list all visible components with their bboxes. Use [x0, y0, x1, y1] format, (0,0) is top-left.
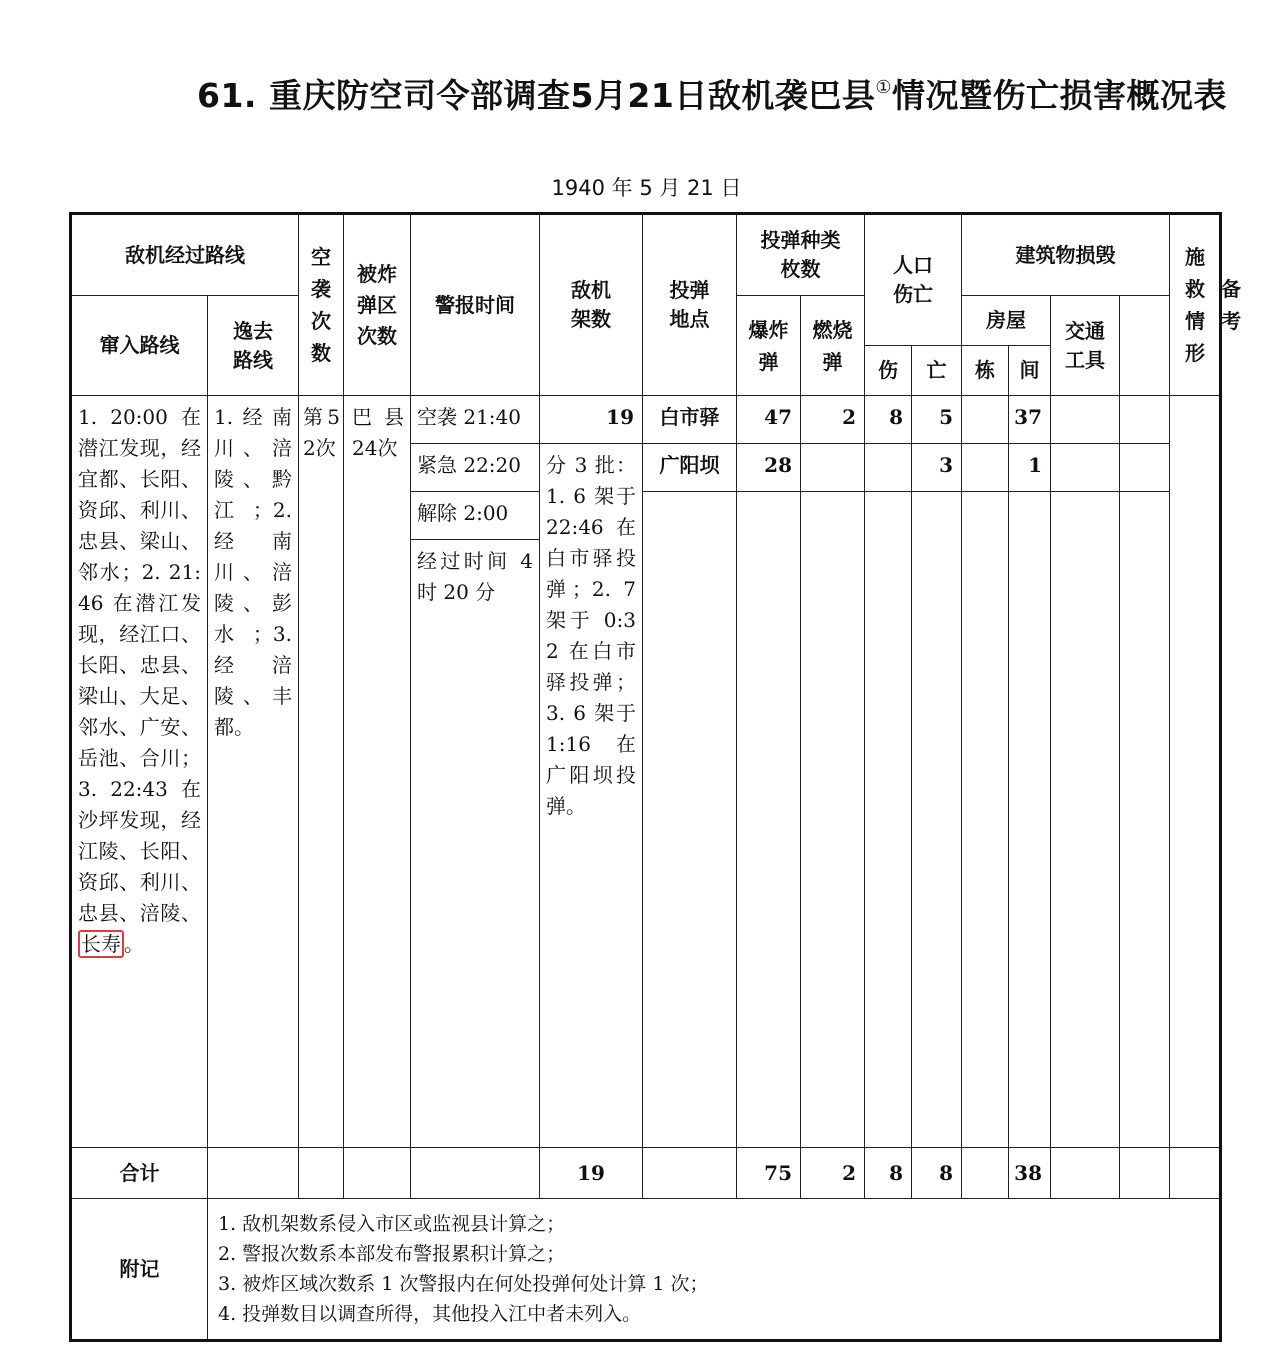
route-out-cell: 1.经南川、涪陵、黔江；2. 经南川、涪陵、彭水；3.经涪陵、丰都。 — [208, 396, 299, 1148]
note-1: 1. 敌机架数系侵入市区或监视县计算之； — [218, 1213, 566, 1235]
header-route-out: 逸去路线 — [208, 296, 299, 396]
report-date: 1940 年 5 月 21 日 — [551, 176, 742, 200]
injured-row-1: 8 — [865, 396, 912, 444]
notes-cell — [208, 1199, 1221, 1341]
header-bomb-types: 投弹种类枚数 — [737, 214, 865, 296]
header-alarm-time: 警报时间 — [411, 214, 540, 396]
explosive-empty — [737, 492, 801, 1148]
header-route-group: 敌机经过路线 — [71, 214, 299, 296]
total-dong — [962, 1148, 1009, 1199]
transport-empty — [1051, 492, 1120, 1148]
header-dead: 亡 — [912, 346, 962, 396]
total-dead: 8 — [912, 1148, 962, 1199]
title-text: 重庆防空司令部调查5月21日敌机袭巴县 — [268, 76, 876, 115]
alarm-clear: 解除 2:00 — [411, 492, 540, 540]
bombed-area-cell: 巴县24次 — [344, 396, 411, 1148]
dong-row-1 — [962, 396, 1009, 444]
total-area — [344, 1148, 411, 1199]
route-in-end: 。 — [124, 932, 144, 956]
casualty-table: 敌机经过路线 空袭次数 被炸弹区次数 警报时间 敌机架数 投弹地点 投弹种类枚数 人口伤亡 建筑物损毁 施救情形 备考 窜入路线 逸去路线 爆炸弹 燃烧弹 房屋 交通工具 伤 亡 栋 间 1. 20:00 在潜江发现，经宜都、长阳、资邱、利川、忠县、梁山、邻水；2. 21:46 在潜江发现，经江口、长阳、忠县、梁山、大足、邻水、广安、岳池、合川；3. 22:43 在沙坪发现，经江陵、长阳、资邱、利川、忠县、涪陵、长寿 。 1.经南川、涪陵、黔江；2. 经南川、涪陵、彭水；3.经涪陵、丰都。 第52次 巴县24次 空袭 21:40 19 白市驿 47 2 8 5 37 紧急 22:20 分 3 批：1. 6 架于 22:46 在白市驿投弹；2. 7 架于 0:32 在白市驿投弹；3. 6 架于 1:16 在广阳坝投弹。 广阳坝 28 3 1 解除 2:00 经过时间 4 时 20 分 合计 19 75 2 8 8 38 附记 1. 敌机架数系侵入市区或监视县计算之； 2. 警报次数系本部发布警报累积计算之； 3. 被炸区域次数系 1 次警报内在何处投弹何处计算 1 次； 4. 投弹数目以调查所得，其他投入江中者未列入。 — [69, 212, 1222, 1342]
note-3: 3. 被炸区域次数系 1 次警报内在何处投弹何处计算 1 次； — [218, 1273, 709, 1295]
total-label: 合计 — [71, 1148, 208, 1199]
total-rescue — [1120, 1148, 1170, 1199]
route-in-text: 1. 20:00 在潜江发现，经宜都、长阳、资邱、利川、忠县、梁山、邻水；2. 21:46 在潜江发现，经江口、长阳、忠县、梁山、大足、邻水、广安、岳池、合川；3. 22:43 在沙坪发现，经江陵、长阳、资邱、利川、忠县、涪陵、 — [78, 405, 201, 925]
title-text-after: 情况暨伤亡损害概况表 — [892, 76, 1227, 115]
notes-label: 附记 — [71, 1199, 208, 1341]
total-place — [643, 1148, 737, 1199]
total-incendiary: 2 — [801, 1148, 865, 1199]
rescue-row-2 — [1120, 444, 1170, 492]
header-planes: 敌机架数 — [540, 214, 643, 396]
title-number: 61. — [197, 76, 257, 115]
alarm-raid: 空袭 21:40 — [411, 396, 540, 444]
header-injured: 伤 — [865, 346, 912, 396]
dong-row-2 — [962, 444, 1009, 492]
jian-empty — [1009, 492, 1051, 1148]
header-houses: 房屋 — [962, 296, 1051, 346]
rescue-empty — [1120, 492, 1170, 1148]
route-in-cell — [71, 396, 208, 1148]
total-alarm — [411, 1148, 540, 1199]
incendiary-row-2 — [801, 444, 865, 492]
place-row-2: 广阳坝 — [643, 444, 737, 492]
place-row-1: 白市驿 — [643, 396, 737, 444]
header-incendiary: 燃烧弹 — [801, 296, 865, 396]
header-drop-place: 投弹地点 — [643, 214, 737, 396]
transport-row-2 — [1051, 444, 1120, 492]
alarm-duration: 经过时间 4 时 20 分 — [411, 540, 540, 1148]
header-dong: 栋 — [962, 346, 1009, 396]
rescue-row-1 — [1120, 396, 1170, 444]
header-rescue: 施救情形 — [1170, 214, 1221, 396]
total-planes: 19 — [540, 1148, 643, 1199]
explosive-row-2: 28 — [737, 444, 801, 492]
header-transport: 交通工具 — [1051, 296, 1120, 396]
injured-row-2 — [865, 444, 912, 492]
dead-empty — [912, 492, 962, 1148]
jian-row-1: 37 — [1009, 396, 1051, 444]
dong-empty — [962, 492, 1009, 1148]
dead-row-2: 3 — [912, 444, 962, 492]
place-empty — [643, 492, 737, 1148]
header-route-in: 窜入路线 — [71, 296, 208, 396]
explosive-row-1: 47 — [737, 396, 801, 444]
header-jian: 间 — [1009, 346, 1051, 396]
header-building-group: 建筑物损毁 — [962, 214, 1170, 296]
highlight-changshou: 长寿 — [78, 930, 124, 958]
jian-row-2: 1 — [1009, 444, 1051, 492]
transport-row-1 — [1051, 396, 1120, 444]
incendiary-empty — [801, 492, 865, 1148]
dead-row-1: 5 — [912, 396, 962, 444]
total-jian: 38 — [1009, 1148, 1051, 1199]
total-injured: 8 — [865, 1148, 912, 1199]
raid-count-cell: 第52次 — [299, 396, 344, 1148]
total-raid — [299, 1148, 344, 1199]
total-route-out — [208, 1148, 299, 1199]
footnote-marker: ① — [875, 77, 892, 98]
header-raid-count: 空袭次数 — [299, 214, 344, 396]
planes-detail-cell: 分 3 批：1. 6 架于 22:46 在白市驿投弹；2. 7 架于 0:32 在白市驿投弹；3. 6 架于 1:16 在广阳坝投弹。 — [540, 444, 643, 1148]
incendiary-row-1: 2 — [801, 396, 865, 444]
header-casualties: 人口伤亡 — [865, 214, 962, 346]
header-explosive: 爆炸弹 — [737, 296, 801, 396]
note-2: 2. 警报次数系本部发布警报累积计算之； — [218, 1243, 566, 1265]
note-4: 4. 投弹数目以调查所得，其他投入江中者未列入。 — [218, 1303, 642, 1325]
remarks-cell — [1170, 396, 1221, 1148]
injured-empty — [865, 492, 912, 1148]
total-remarks — [1170, 1148, 1221, 1199]
total-transport — [1051, 1148, 1120, 1199]
total-explosive: 75 — [737, 1148, 801, 1199]
planes-total: 19 — [540, 396, 643, 444]
alarm-urgent: 紧急 22:20 — [411, 444, 540, 492]
header-bombed-area: 被炸弹区次数 — [344, 214, 411, 396]
page-title — [0, 70, 1269, 117]
